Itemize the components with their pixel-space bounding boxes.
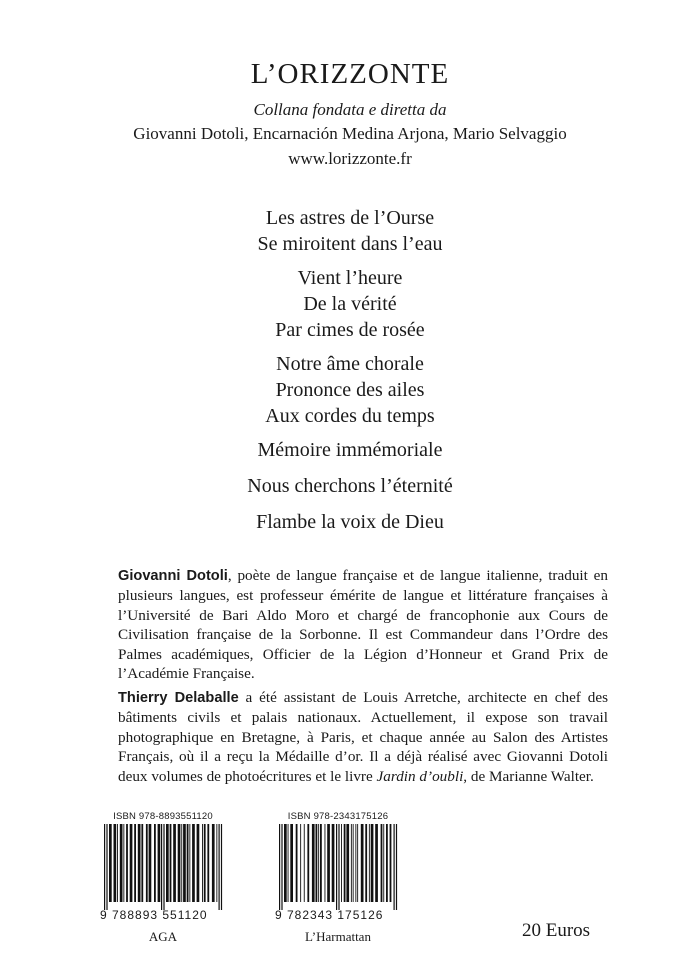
poem-verse: Aux cordes du temps	[265, 405, 435, 427]
barcode-bars	[100, 824, 226, 910]
poem	[0, 205, 700, 543]
barcode-digits: 9 788893 551120	[100, 908, 208, 922]
barcode-bar	[126, 824, 128, 902]
barcode-bar	[146, 824, 148, 902]
barcode-bar	[114, 824, 117, 902]
photographer-name: Thierry Delaballe	[118, 690, 239, 706]
barcode-bar	[158, 824, 161, 902]
photographer-bio	[118, 688, 608, 786]
poem-verse: De la vérité	[303, 293, 397, 315]
barcode-bar	[290, 824, 293, 902]
barcode-bar	[212, 824, 215, 902]
barcode-bar	[394, 824, 395, 910]
poem-verse: Se miroitent dans l’eau	[257, 233, 443, 255]
barcode-bar	[216, 824, 217, 902]
barcode-bar	[178, 824, 181, 902]
barcode-bar	[327, 824, 330, 902]
series-website: www.lorizzonte.fr	[288, 149, 412, 168]
barcode-bar	[202, 824, 203, 902]
barcode-bar	[219, 824, 220, 910]
barcode-bar	[355, 824, 356, 902]
barcode-bar	[361, 824, 364, 902]
publisher-aga: AGA	[148, 929, 178, 944]
barcode-bar	[336, 824, 337, 910]
barcode-bar	[318, 824, 319, 902]
publisher-harmattan: L’Harmattan	[305, 929, 371, 944]
barcode-bar	[341, 824, 342, 902]
barcode-bar	[300, 824, 301, 902]
poem-verse: Prononce des ailes	[275, 379, 425, 401]
barcode-bar	[161, 824, 162, 910]
barcode-bar	[149, 824, 152, 902]
barcode-bar	[375, 824, 378, 902]
barcode-bar	[279, 824, 280, 910]
barcode-bar	[332, 824, 335, 902]
barcode-bar	[183, 824, 186, 902]
poem-verse: Flambe la voix de Dieu	[256, 511, 444, 533]
barcode-bar	[117, 824, 118, 902]
barcode-bar	[134, 824, 136, 902]
poem-verse: Vient l’heure	[297, 267, 403, 289]
isbn-label: ISBN 978-2343175126	[287, 811, 389, 822]
barcode-digits: 9 782343 175126	[275, 908, 384, 922]
barcode-bar	[181, 824, 182, 902]
barcode-bar	[197, 824, 200, 902]
barcode-bar	[154, 824, 156, 902]
barcode-bar	[141, 824, 143, 902]
barcode-bar	[383, 824, 384, 902]
barcode-bar	[189, 824, 190, 902]
barcode-bar	[344, 824, 346, 902]
poem-stanza	[0, 205, 700, 257]
barcode-bar	[304, 824, 305, 902]
barcode-bar	[104, 824, 105, 910]
poem-stanza	[0, 509, 700, 535]
barcode-bar	[109, 824, 112, 902]
barcode-bar	[351, 824, 352, 902]
barcode-bar	[106, 824, 107, 910]
poem-verse: Par cimes de rosée	[275, 319, 425, 341]
barcode-bar	[357, 824, 358, 902]
barcode-bar	[320, 824, 322, 902]
poem-verse: Nous cherchons l’éternité	[247, 475, 453, 497]
barcode-bar	[281, 824, 282, 910]
barcode-bar	[316, 824, 318, 902]
barcode-harmattan	[275, 811, 401, 922]
author-name: Giovanni Dotoli	[118, 568, 228, 584]
price: 20 Euros	[522, 920, 591, 941]
poem-verse: Mémoire immémoriale	[257, 439, 443, 461]
barcode-bar	[163, 824, 164, 910]
barcode-bar	[307, 824, 309, 902]
series-subtitle: Collana fondata e diretta da	[253, 100, 447, 119]
poem-stanza	[0, 351, 700, 429]
barcode-bar	[130, 824, 133, 902]
barcode-bar	[207, 824, 209, 902]
barcode-bar	[390, 824, 392, 902]
isbn-label: ISBN 978-8893551120	[113, 811, 213, 822]
barcode-bar	[192, 824, 195, 902]
author-bio	[118, 566, 608, 683]
barcode-bar	[371, 824, 374, 902]
barcode-bar	[123, 824, 124, 902]
barcode-bar	[312, 824, 315, 902]
barcode-bar	[346, 824, 349, 902]
barcode-bar	[170, 824, 172, 902]
series-title: L’ORIZZONTE	[250, 58, 450, 90]
barcode-bar	[381, 824, 383, 902]
barcode-bar	[396, 824, 397, 910]
poem-stanza	[0, 437, 700, 463]
barcode-bar	[284, 824, 287, 902]
barcode-bar	[386, 824, 388, 902]
barcode-bar	[325, 824, 326, 902]
barcode-bar	[338, 824, 339, 910]
poem-verse: Notre âme chorale	[276, 353, 424, 375]
poem-stanza	[0, 265, 700, 343]
series-directors: Giovanni Dotoli, Encarnación Medina Arjona, Mario Selvaggio	[133, 124, 567, 143]
barcode-bars	[275, 824, 401, 910]
barcode-bar	[365, 824, 367, 902]
barcode-bar	[204, 824, 206, 902]
barcode-bar	[221, 824, 222, 910]
barcode-bar	[166, 824, 169, 902]
poem-stanza	[0, 473, 700, 499]
barcode-bar	[296, 824, 298, 902]
barcode-bar	[369, 824, 370, 902]
author-bio-text: , poète de langue française et de langue italienne, traduit en plusieurs langues, est professeur émérite de langue et littérature françaises à l’Université de Bari Aldo Moro et chargé de francophonie aux Cours de Civilisation française de la Sorbonne. Il est Commandeur dans l’Ordre des Palmes académiques, Officier de la Légion d’Honneur et Grand Prix de l’Académie Française.	[118, 567, 608, 683]
photographer-bio-text-end: , de Marianne Walter.	[463, 767, 594, 785]
barcode-bar	[353, 824, 354, 902]
barcode-bar	[138, 824, 141, 902]
poem-verse: Les astres de l’Ourse	[265, 207, 435, 229]
barcode-bar	[120, 824, 123, 902]
barcode-bar	[187, 824, 189, 902]
book-title: Jardin d’oubli	[376, 767, 464, 785]
barcode-bar	[173, 824, 176, 902]
barcode-bar	[288, 824, 289, 902]
photographer-bio-text: a été assistant de Louis Arretche, architecte en chef des bâtiments civils et palais nationaux. Actuellement, il expose son travail photographique en Bretagne, à Paris, et chaque année au Salon des Artistes Français, où il a reçu la Médaille d’or. Il a déjà réalisé avec Giovanni Dotoli deux volumes de photoécritures et le livre	[118, 689, 608, 785]
barcode-aga	[100, 811, 226, 922]
